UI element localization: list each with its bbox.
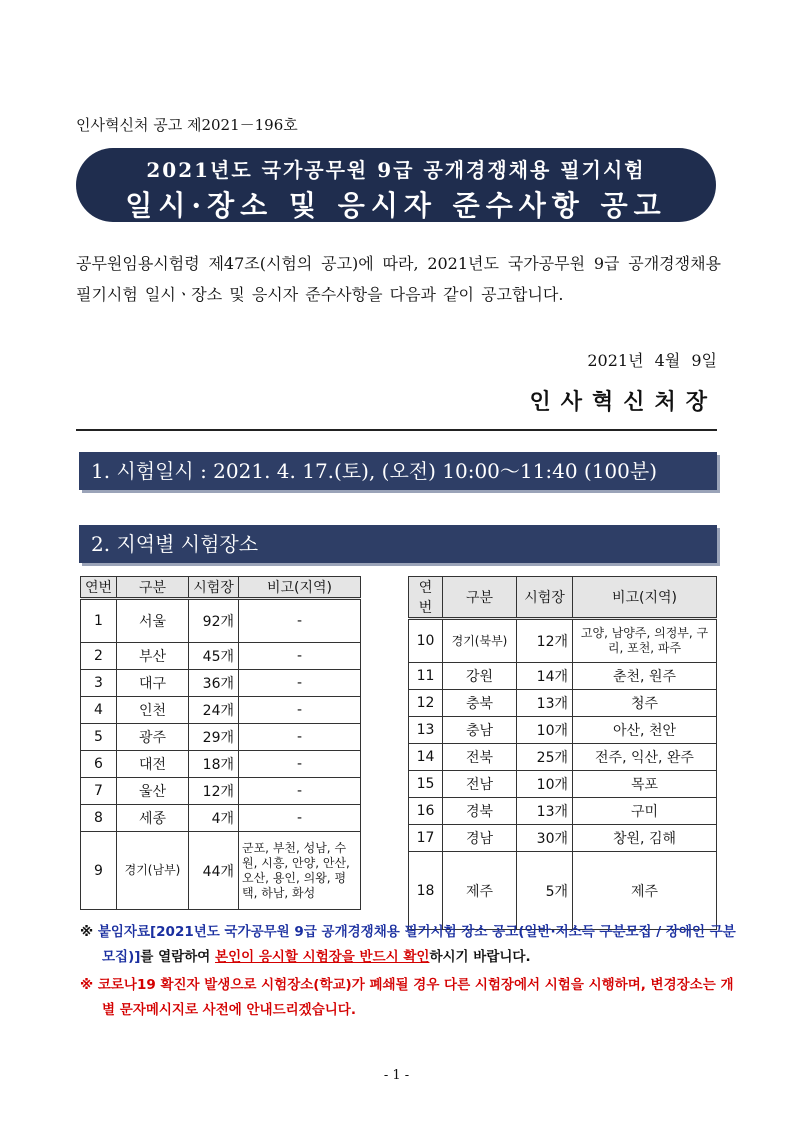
cell-region: 충북: [443, 690, 517, 717]
cell-count: 18개: [189, 751, 239, 778]
note-covid-text: 코로나19 확진자 발생으로 시험장소(학교)가 폐쇄될 경우 다른 시험장에서 시험을 시행하며, 변경장소는 개별 문자메시지로 사전에 안내드리겠습니다.: [97, 977, 734, 1018]
cell-region: 경남: [443, 825, 517, 852]
cell-no: 14: [409, 744, 443, 771]
cell-note: 구미: [573, 798, 717, 825]
divider: [76, 429, 717, 431]
cell-note: 고양, 남양주, 의정부, 구리, 포천, 파주: [573, 619, 717, 663]
cell-region: 서울: [117, 599, 189, 643]
announcement-date: 2021년 4월 9일: [587, 351, 717, 370]
cell-note: -: [239, 778, 361, 805]
table-row: [409, 771, 717, 798]
cell-note: 목포: [573, 771, 717, 798]
table-row: [81, 643, 361, 670]
cell-no: 17: [409, 825, 443, 852]
cell-no: 2: [81, 643, 117, 670]
cell-note: 아산, 천안: [573, 717, 717, 744]
header-note: 비고(지역): [573, 577, 717, 619]
table-row: [81, 832, 361, 910]
header-region: 구분: [443, 577, 517, 619]
header-note: 비고(지역): [239, 577, 361, 599]
note-covid: [80, 973, 742, 1023]
note-text: 를 열람하여: [140, 949, 216, 965]
cell-no: 18: [409, 852, 443, 930]
cell-count: 10개: [517, 717, 573, 744]
cell-count: 14개: [517, 663, 573, 690]
table-header-row: [409, 577, 717, 619]
cell-no: 11: [409, 663, 443, 690]
cell-no: 3: [81, 670, 117, 697]
cell-count: 13개: [517, 690, 573, 717]
cell-note: 창원, 김해: [573, 825, 717, 852]
table-row: [409, 852, 717, 930]
cell-note: 청주: [573, 690, 717, 717]
cell-count: 25개: [517, 744, 573, 771]
locations-table-right: [408, 576, 717, 930]
cell-count: 12개: [189, 778, 239, 805]
signature: 인사혁신처장: [529, 389, 717, 415]
intro-paragraph: 공무원임용시험령 제47조(시험의 공고)에 따라, 2021년도 국가공무원 9급 공개경쟁채용 필기시험 일시ㆍ장소 및 응시자 준수사항을 다음과 같이 공고합니다.: [76, 254, 721, 304]
cell-note: -: [239, 724, 361, 751]
cell-count: 45개: [189, 643, 239, 670]
cell-note: 전주, 익산, 완주: [573, 744, 717, 771]
cell-count: 29개: [189, 724, 239, 751]
cell-note: -: [239, 805, 361, 832]
cell-region: 제주: [443, 852, 517, 930]
cell-note: -: [239, 643, 361, 670]
cell-count: 30개: [517, 825, 573, 852]
cell-region: 광주: [117, 724, 189, 751]
cell-no: 1: [81, 599, 117, 643]
table-row: [409, 663, 717, 690]
note-attachment-ref: 붙임자료[2021년도 국가공무원 9급 공개경쟁채용 필기시험 장소 공고(일반·저소득 구분모집 / 장애인 구분모집)]: [97, 924, 736, 965]
header-region: 구분: [117, 577, 189, 599]
cell-note: -: [239, 599, 361, 643]
header-no: 연번: [81, 577, 117, 599]
cell-count: 4개: [189, 805, 239, 832]
cell-no: 7: [81, 778, 117, 805]
table-row: [409, 619, 717, 663]
table-row: [81, 805, 361, 832]
note-emphasis: 본인이 응시할 시험장을 반드시 확인: [215, 949, 430, 965]
table-row: [409, 744, 717, 771]
cell-region: 부산: [117, 643, 189, 670]
table-row: [81, 697, 361, 724]
cell-note: -: [239, 697, 361, 724]
cell-region: 대구: [117, 670, 189, 697]
cell-no: 5: [81, 724, 117, 751]
cell-count: 13개: [517, 798, 573, 825]
page-number: - 1 -: [383, 1068, 410, 1083]
cell-region: 강원: [443, 663, 517, 690]
cell-count: 24개: [189, 697, 239, 724]
cell-region: 전북: [443, 744, 517, 771]
cell-region: 울산: [117, 778, 189, 805]
note-attachment: [80, 920, 742, 970]
note-mark: ※: [80, 924, 94, 940]
table-row: [81, 724, 361, 751]
note-text-end: 하시기 바랍니다.: [429, 949, 531, 965]
cell-note: 춘천, 원주: [573, 663, 717, 690]
announcement-number: 인사혁신처 공고 제2021－196호: [76, 116, 298, 134]
table-row: [409, 825, 717, 852]
note-mark: ※: [80, 977, 94, 993]
header-count: 시험장: [517, 577, 573, 619]
table-row: [409, 798, 717, 825]
cell-region: 전남: [443, 771, 517, 798]
cell-count: 92개: [189, 599, 239, 643]
cell-no: 16: [409, 798, 443, 825]
cell-region: 충남: [443, 717, 517, 744]
table-row: [409, 690, 717, 717]
cell-no: 12: [409, 690, 443, 717]
cell-count: 12개: [517, 619, 573, 663]
cell-note: 군포, 부천, 성남, 수원, 시흥, 안양, 안산, 오산, 용인, 의왕, 평택, 하남, 화성: [239, 832, 361, 910]
cell-count: 5개: [517, 852, 573, 930]
table-row: [81, 670, 361, 697]
cell-note: -: [239, 751, 361, 778]
cell-region: 대전: [117, 751, 189, 778]
cell-count: 44개: [189, 832, 239, 910]
cell-note: -: [239, 670, 361, 697]
cell-region: 경기(북부): [443, 619, 517, 663]
locations-table-left: [80, 576, 361, 910]
cell-region: 인천: [117, 697, 189, 724]
cell-no: 4: [81, 697, 117, 724]
title-line-1: 2021년도 국가공무원 9급 공개경쟁채용 필기시험: [146, 158, 646, 182]
title-line-2: 일시·장소 및 응시자 준수사항 공고: [125, 189, 667, 222]
cell-region: 세종: [117, 805, 189, 832]
cell-count: 36개: [189, 670, 239, 697]
cell-no: 8: [81, 805, 117, 832]
section-exam-date: 1. 시험일시 : 2021. 4. 17.(토), (오전) 10:00～11:40 (100분): [79, 452, 717, 490]
section-exam-locations: 2. 지역별 시험장소: [79, 525, 717, 563]
cell-note: 제주: [573, 852, 717, 930]
table-row: [81, 599, 361, 643]
table-row: [409, 717, 717, 744]
header-count: 시험장: [189, 577, 239, 599]
cell-no: 10: [409, 619, 443, 663]
cell-no: 13: [409, 717, 443, 744]
header-no: 연번: [409, 577, 443, 619]
cell-region: 경북: [443, 798, 517, 825]
table-row: [81, 751, 361, 778]
cell-count: 10개: [517, 771, 573, 798]
cell-region: 경기(남부): [117, 832, 189, 910]
cell-no: 6: [81, 751, 117, 778]
title-banner: [76, 148, 716, 222]
table-header-row: [81, 577, 361, 599]
table-row: [81, 778, 361, 805]
cell-no: 15: [409, 771, 443, 798]
cell-no: 9: [81, 832, 117, 910]
